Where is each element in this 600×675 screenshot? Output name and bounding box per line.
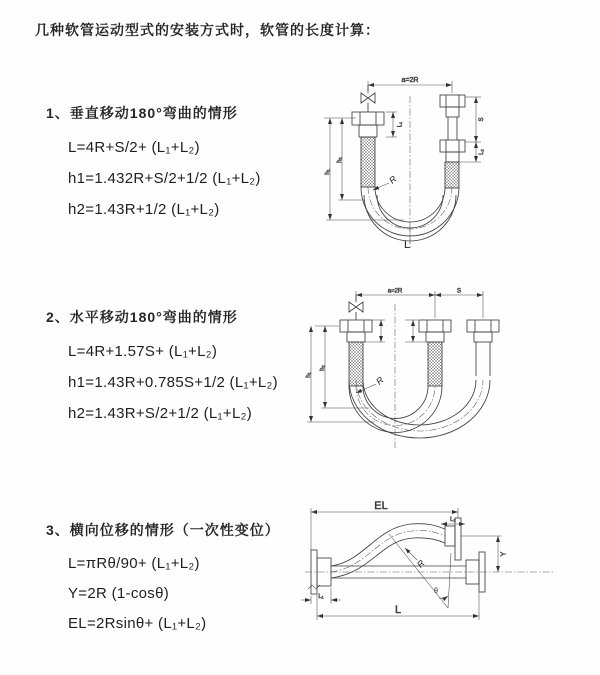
page-title: 几种软管运动型式的安装方式时，软管的长度计算： — [35, 22, 380, 38]
fitting-leg1 — [340, 320, 372, 342]
svg-text:h₁: h₁ — [306, 372, 312, 378]
radius-leader — [373, 173, 399, 190]
fitting-leg3 — [467, 320, 499, 376]
formula-h1: h1=1.432R+S/2+1/2 (L₁+L₂) — [68, 170, 261, 187]
formula-h2: h2=1.43R+S/2+1/2 (L₁+L₂) — [68, 405, 253, 422]
dim-travel-S — [435, 289, 483, 319]
svg-text:h₁: h₁ — [325, 169, 331, 175]
svg-text:S: S — [479, 117, 485, 122]
section-1-heading: 1、垂直移动180°弯曲的情形 — [46, 105, 238, 121]
upper-fitting — [445, 518, 461, 560]
dim-fitting-length-leg2 — [405, 320, 425, 342]
valve-icon — [349, 295, 363, 320]
svg-text:a=2R: a=2R — [387, 288, 403, 295]
fitting-leg2 — [419, 320, 451, 342]
svg-text:R: R — [387, 173, 399, 186]
angle-construction — [389, 534, 451, 608]
svg-text:L₁: L₁ — [318, 594, 324, 600]
diagram-horizontal-bend — [295, 280, 560, 455]
dim-fitting-length-leg1 — [365, 320, 385, 342]
dim-offset-Y — [461, 536, 508, 572]
hose-braid-leg1 — [349, 342, 363, 386]
section-vertical-bend — [46, 103, 316, 225]
hose-centerline-displaced — [356, 380, 483, 431]
section-horizontal-bend — [46, 307, 316, 429]
hose-braid-right — [445, 162, 459, 188]
svg-text:S: S — [456, 288, 462, 295]
section-2-heading: 2、水平移动180°弯曲的情形 — [46, 309, 238, 325]
formula-y: Y=2R (1-cosθ) — [68, 585, 170, 602]
svg-text:R: R — [374, 374, 386, 387]
formula-h1: h1=1.43R+0.785S+1/2 (L₁+L₂) — [68, 374, 278, 391]
svg-text:a=2R: a=2R — [401, 77, 419, 84]
hose-braid-leg2 — [428, 342, 442, 386]
formula-l: L=πRθ/90+ (L₁+L₂) — [68, 555, 200, 572]
formula-l: L=4R+S/2+ (L₁+L₂) — [68, 139, 200, 156]
dim-fitting-left-L1 — [301, 588, 341, 604]
dim-fitting-left-L1 — [386, 112, 404, 137]
svg-text:R: R — [414, 557, 427, 570]
svg-text:h₂: h₂ — [337, 157, 343, 163]
formula-el: EL=2Rsinθ+ (L₁+L₂) — [68, 615, 207, 632]
diagram-vertical-bend — [300, 68, 560, 263]
valve-icon — [361, 85, 375, 112]
right-fitting-top — [440, 95, 465, 140]
svg-text:θ: θ — [434, 588, 438, 595]
left-fitting — [352, 112, 384, 137]
section-lateral-displacement — [46, 520, 316, 639]
hose-braid-left — [361, 137, 375, 187]
svg-text:L₂: L₂ — [479, 149, 485, 155]
diagram-lateral-displacement — [293, 498, 570, 648]
formula-l: L=4R+1.57S+ (L₁+L₂) — [68, 343, 218, 360]
svg-text:Y: Y — [500, 551, 508, 557]
svg-text:L₁: L₁ — [397, 121, 404, 128]
right-fitting-lower — [440, 140, 465, 162]
svg-text:L: L — [394, 604, 402, 616]
hose-bend-displaced — [349, 380, 490, 438]
svg-text:EL: EL — [374, 500, 388, 512]
dim-travel-S — [465, 97, 485, 142]
dim-a-2R — [356, 289, 435, 319]
hose-displaced-curve — [331, 524, 445, 578]
dim-EL — [311, 500, 458, 550]
dim-length-L — [317, 592, 479, 620]
length-label: L — [403, 239, 411, 251]
formula-h2: h2=1.43R+1/2 (L₁+L₂) — [68, 201, 220, 218]
section-3-heading: 3、横向位移的情形（一次性变位） — [46, 522, 280, 538]
svg-text:h₂: h₂ — [320, 365, 326, 371]
svg-text:L₂: L₂ — [450, 517, 456, 523]
dim-a-2R — [368, 77, 452, 93]
hose-bend-original — [349, 386, 442, 433]
